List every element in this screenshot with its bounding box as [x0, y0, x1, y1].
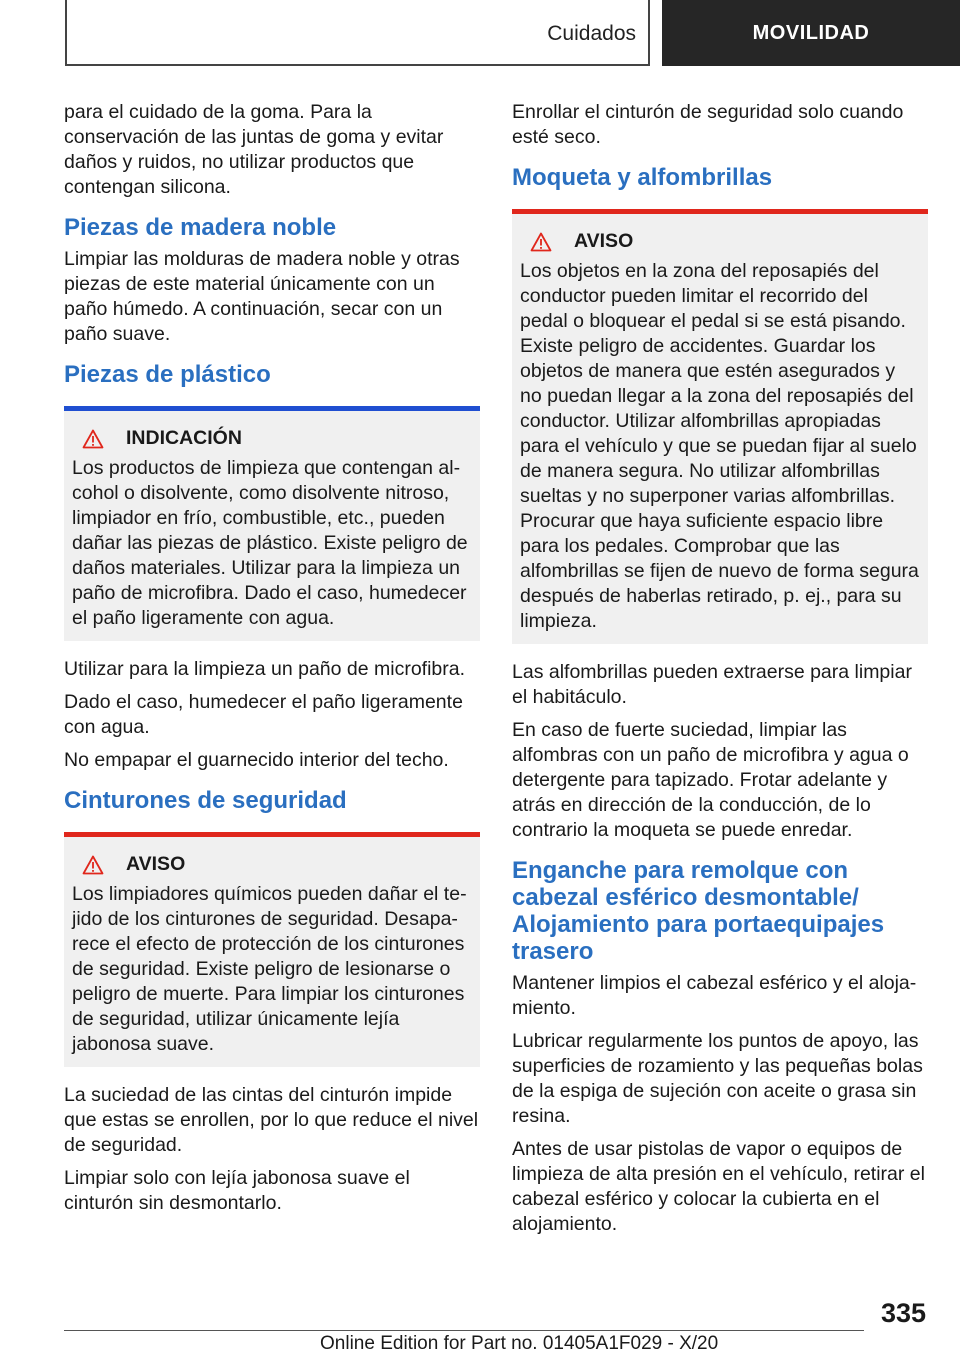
paragraph-enganche-1: Mantener limpios el cabezal esférico y el alojamiento. [512, 972, 917, 1019]
header-section-title: Cuidados [547, 22, 636, 45]
heading-cinturones: Cinturones de seguridad [64, 787, 347, 814]
warning-title-row [522, 230, 920, 253]
header-rule-bottom [65, 64, 650, 66]
notice-box-indicacion [64, 406, 480, 641]
warning-triangle-icon [82, 429, 104, 449]
header-chapter-tab[interactable] [662, 0, 960, 66]
paragraph-enrollar: Enrollar el cinturón de seguridad solo cuando esté seco. [512, 101, 904, 148]
warning-triangle-icon [530, 232, 552, 252]
footer-edition[interactable]: Online Edition for Part no. 01405A1F029 - X/20 [320, 1333, 719, 1354]
paragraph-cinturones-2: Limpiar solo con lejía jabonosa suave el cinturón sin desmontarlo. [64, 1167, 410, 1214]
notice-title-row [74, 427, 472, 450]
warning-box-cinturones [64, 832, 480, 1067]
page-number: 335 [880, 1298, 926, 1328]
heading-enganche: Enganche para remolque con cabezal esférico desmontable/ Alojamiento para portaequipajes trasero [512, 857, 885, 965]
warning-text: Los objetos en la zona del reposapiés del conductor pueden limitar el recorrido del pedal o bloquear el pedal si se está pisando. Existe peligro de accidentes. Guardar los objetos de manera que estén asegurados y no puedan llegar a la zona del reposapiés del conductor. Utilizar alfombrillas apropiadas para el vehículo y que se puedan fijar al suelo de manera segura. No utilizar alfombrillas sueltas y no superponer varias alfombrillas. Procurar que haya suficiente espacio libre para los pedales. Comprobar que las alfombrillas se fijen de nuevo de forma segura después de haberlas retirado, p. ej., para su limpieza. [520, 260, 919, 632]
heading-madera: Piezas de madera noble [64, 214, 337, 241]
heading-plastico: Piezas de plástico [64, 361, 271, 388]
warning-triangle-icon [82, 855, 104, 875]
notice-text: Los productos de limpieza que contengan alcohol o disolvente, como disolvente nitroso, limpiador en frío, combustible, etc., pueden dañar las piezas de plástico. Existe peligro de daños materiales. Utilizar para la limpieza un paño de microfibra. Dado el caso, humedecer el paño ligeramente con agua. [72, 457, 468, 629]
paragraph-moqueta-1: Las alfombrillas pueden extraerse para limpiar el habitáculo. [512, 661, 912, 708]
header-rule-left [65, 0, 67, 66]
paragraph-enganche-2: Lubricar regularmente los puntos de apoyo, las superficies de rozamiento y las pequeñas bolas de la espiga de sujeción con aceite o grasa sin resina. [512, 1030, 923, 1127]
warning-title: AVISO [126, 853, 186, 875]
warning-box-alfombrillas [512, 209, 928, 644]
paragraph-plastico-2: Dado el caso, humedecer el paño ligeramente con agua. [64, 691, 463, 738]
footer-rule [64, 1330, 864, 1331]
paragraph-plastico-3: No empapar el guarnecido interior del techo. [64, 749, 449, 771]
header-rule-right [648, 0, 650, 66]
warning-title-row [74, 853, 472, 876]
left-column [64, 100, 480, 1224]
warning-title: AVISO [574, 230, 634, 252]
heading-moqueta: Moqueta y alfombrillas [512, 164, 773, 191]
paragraph-plastico-1: Utilizar para la limpieza un paño de microfibra. [64, 658, 466, 680]
right-column [512, 100, 928, 1245]
header-chapter-label: MOVILIDAD [752, 21, 870, 44]
notice-title: INDICACIÓN [126, 427, 242, 449]
paragraph-enganche-3: Antes de usar pistolas de vapor o equipos de limpieza de alta presión en el vehículo, retirar el cabezal esférico y colocar la cubierta en el alojamiento. [512, 1138, 925, 1235]
warning-text: Los limpiadores químicos pueden dañar el tejido de los cinturones de seguridad. Desaparece el efecto de protección de los cinturones de seguridad. Existe peligro de lesionarse o peligro de muerte. Para limpiar los cinturones de seguridad, utilizar únicamente lejía jabonosa suave. [72, 883, 467, 1055]
paragraph-madera: Limpiar las molduras de madera noble y otras piezas de este material únicamente con un paño húmedo. A continuación, secar con un paño suave. [64, 248, 460, 345]
paragraph-moqueta-2: En caso de fuerte suciedad, limpiar las alfombras con un paño de microfibra y agua o detergente para tapizado. Frotar adelante y atrás en dirección de la conducción, de lo contrario la moqueta se puede enredar. [512, 719, 909, 841]
paragraph-goma: para el cuidado de la goma. Para la conservación de las juntas de goma y evitar daños y ruidos, no utilizar productos que contengan silicona. [64, 101, 444, 198]
paragraph-cinturones-1: La suciedad de las cintas del cinturón impide que estas se enrollen, por lo que reduce el nivel de seguridad. [64, 1084, 479, 1156]
